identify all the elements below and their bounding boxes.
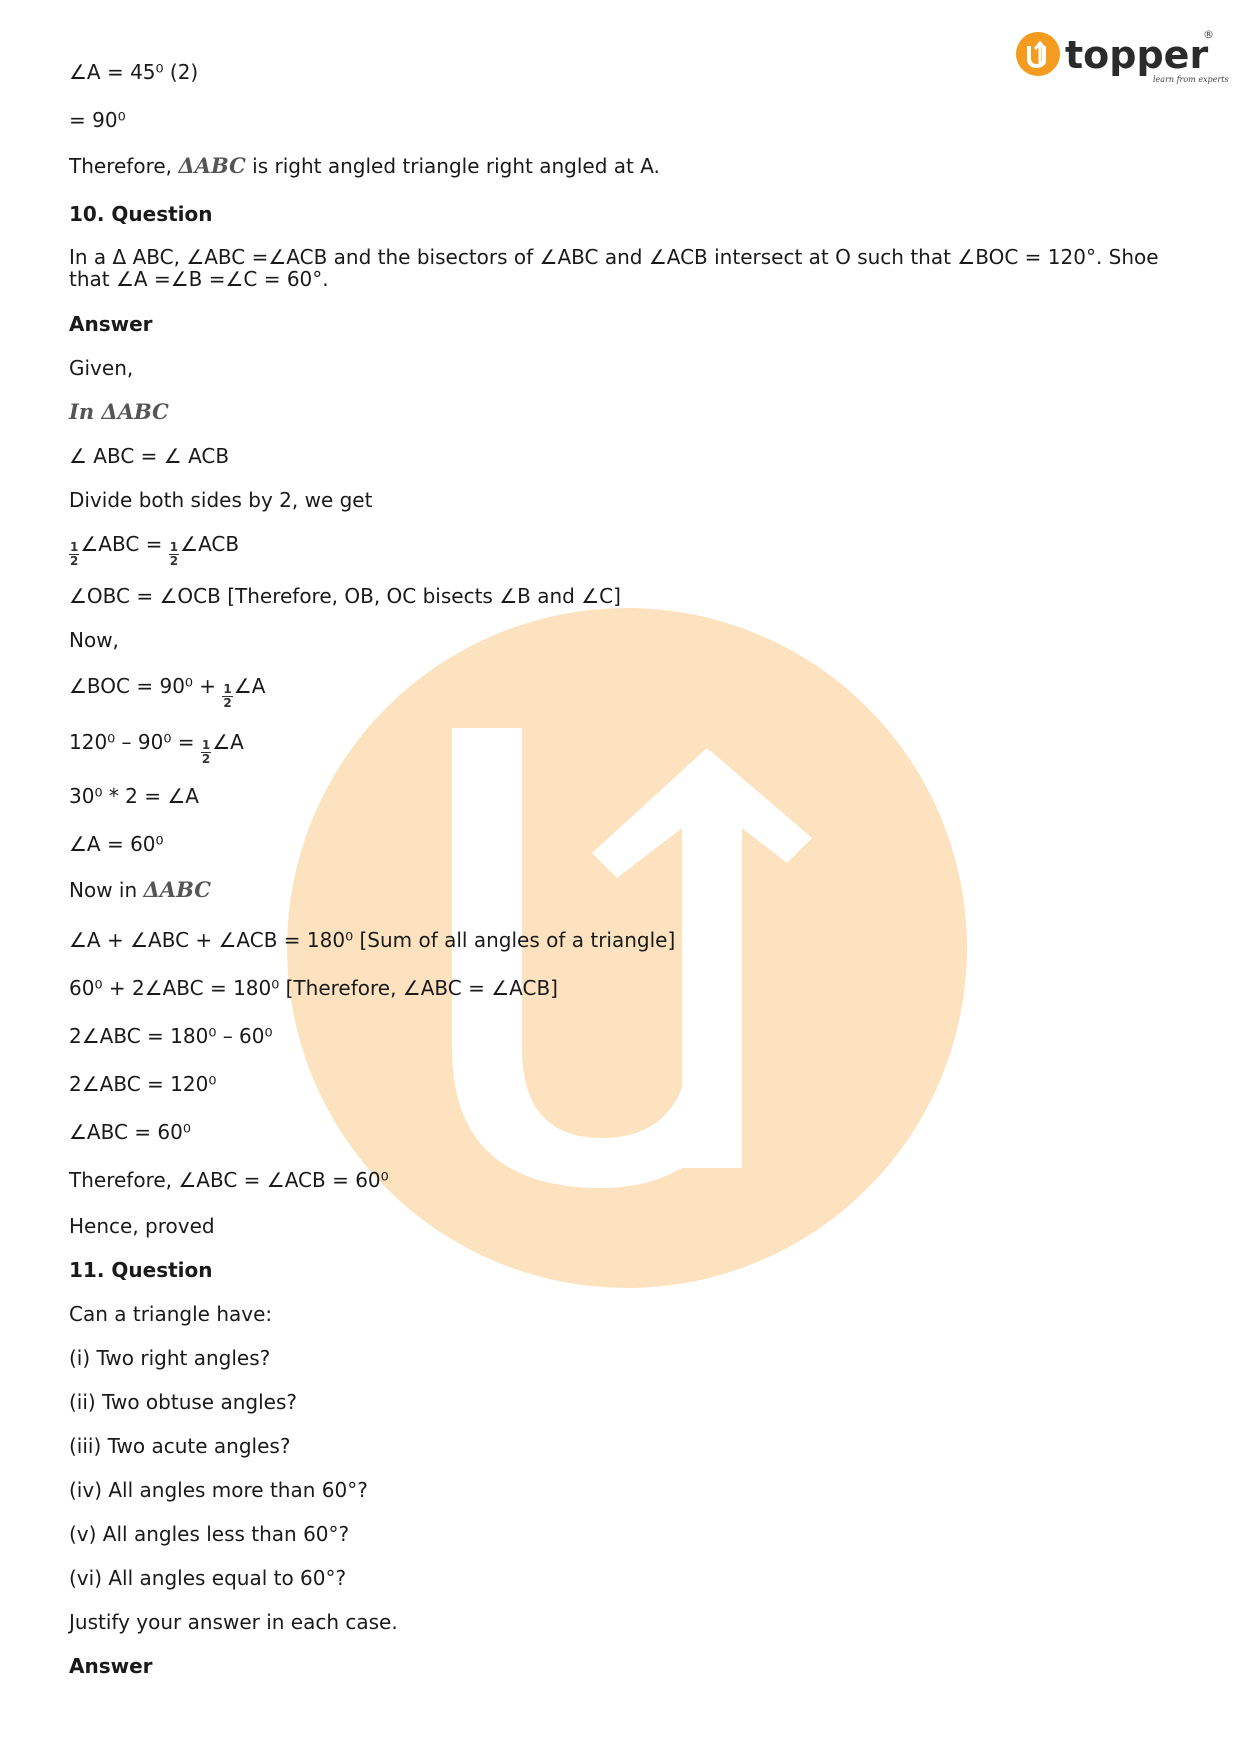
- fraction: $\frac{1}{2}$: [223, 682, 232, 710]
- step-line: Given,: [69, 356, 134, 380]
- step-line: Divide both sides by 2, we get: [69, 488, 373, 512]
- step-line: ∠ ABC = ∠ ACB: [69, 444, 230, 468]
- step-line: 120⁰ – 90⁰ = $\frac{1}{2}$ ∠A: [69, 730, 244, 766]
- question-text: Can a triangle have:: [69, 1302, 273, 1326]
- question-item: (ii) Two obtuse angles?: [69, 1390, 297, 1414]
- fraction: $\frac{1}{2}$: [201, 738, 211, 766]
- question-heading: 11. Question: [69, 1258, 213, 1282]
- step-line: ∠A = 60⁰: [69, 832, 164, 856]
- step-line: ∠OBC = ∠OCB [Therefore, OB, OC bisects ∠B and ∠C]: [69, 584, 621, 608]
- step-line: 2∠ABC = 120⁰: [69, 1072, 217, 1096]
- svg-text:learn from experts: learn from experts: [1153, 75, 1229, 84]
- question-heading: 10. Question: [69, 202, 213, 226]
- step-line: Now,: [69, 628, 119, 652]
- question-item: (v) All angles less than 60°?: [69, 1522, 350, 1546]
- question-text: Justify your answer in each case.: [69, 1610, 398, 1634]
- conclusion-line: Therefore, ΔABC is right angled triangle right angled at A.: [69, 153, 660, 178]
- svg-text:topper: topper: [1065, 33, 1209, 77]
- step-line: 30⁰ * 2 = ∠A: [69, 784, 199, 808]
- step-line: In ΔABC: [69, 399, 169, 424]
- step-line: ∠A + ∠ABC + ∠ACB = 180⁰ [Sum of all angles of a triangle]: [69, 928, 676, 952]
- step-line: ∠BOC = 90⁰ + $\frac{1}{2}$ ∠A: [69, 674, 266, 710]
- step-line: 60⁰ + 2∠ABC = 180⁰ [Therefore, ∠ABC = ∠ACB]: [69, 976, 558, 1000]
- question-item: (i) Two right angles?: [69, 1346, 271, 1370]
- question-item: (iv) All angles more than 60°?: [69, 1478, 368, 1502]
- eq-line: = 90⁰: [69, 108, 126, 132]
- fraction: $\frac{1}{2}$: [169, 540, 179, 568]
- question-text: In a Δ ABC, ∠ABC =∠ACB and the bisectors of ∠ABC and ∠ACB intersect at O such that ∠BOC = 120°. Shoe that ∠A =∠B =∠C = 60°.: [69, 245, 1159, 291]
- answer-label: Answer: [69, 312, 153, 336]
- svg-text:®: ®: [1203, 28, 1214, 41]
- brand-circle-icon: [1016, 32, 1060, 76]
- step-line: Therefore, ∠ABC = ∠ACB = 60⁰: [69, 1168, 389, 1192]
- fraction: $\frac{1}{2}$: [70, 540, 79, 568]
- brand-logo: [1015, 26, 1229, 88]
- step-line: Now in ΔABC: [69, 877, 211, 902]
- step-line: ∠ABC = 60⁰: [69, 1120, 191, 1144]
- answer-label: Answer: [69, 1654, 153, 1678]
- step-line: 2∠ABC = 180⁰ – 60⁰: [69, 1024, 273, 1048]
- question-item: (vi) All angles equal to 60°?: [69, 1566, 347, 1590]
- step-line: Hence, proved: [69, 1214, 215, 1238]
- question-item: (iii) Two acute angles?: [69, 1434, 291, 1458]
- step-line: $\frac{1}{2}$ ∠ABC = $\frac{1}{2}$ ∠ACB: [70, 532, 240, 568]
- eq-line: ∠A = 45⁰ (2): [69, 60, 199, 84]
